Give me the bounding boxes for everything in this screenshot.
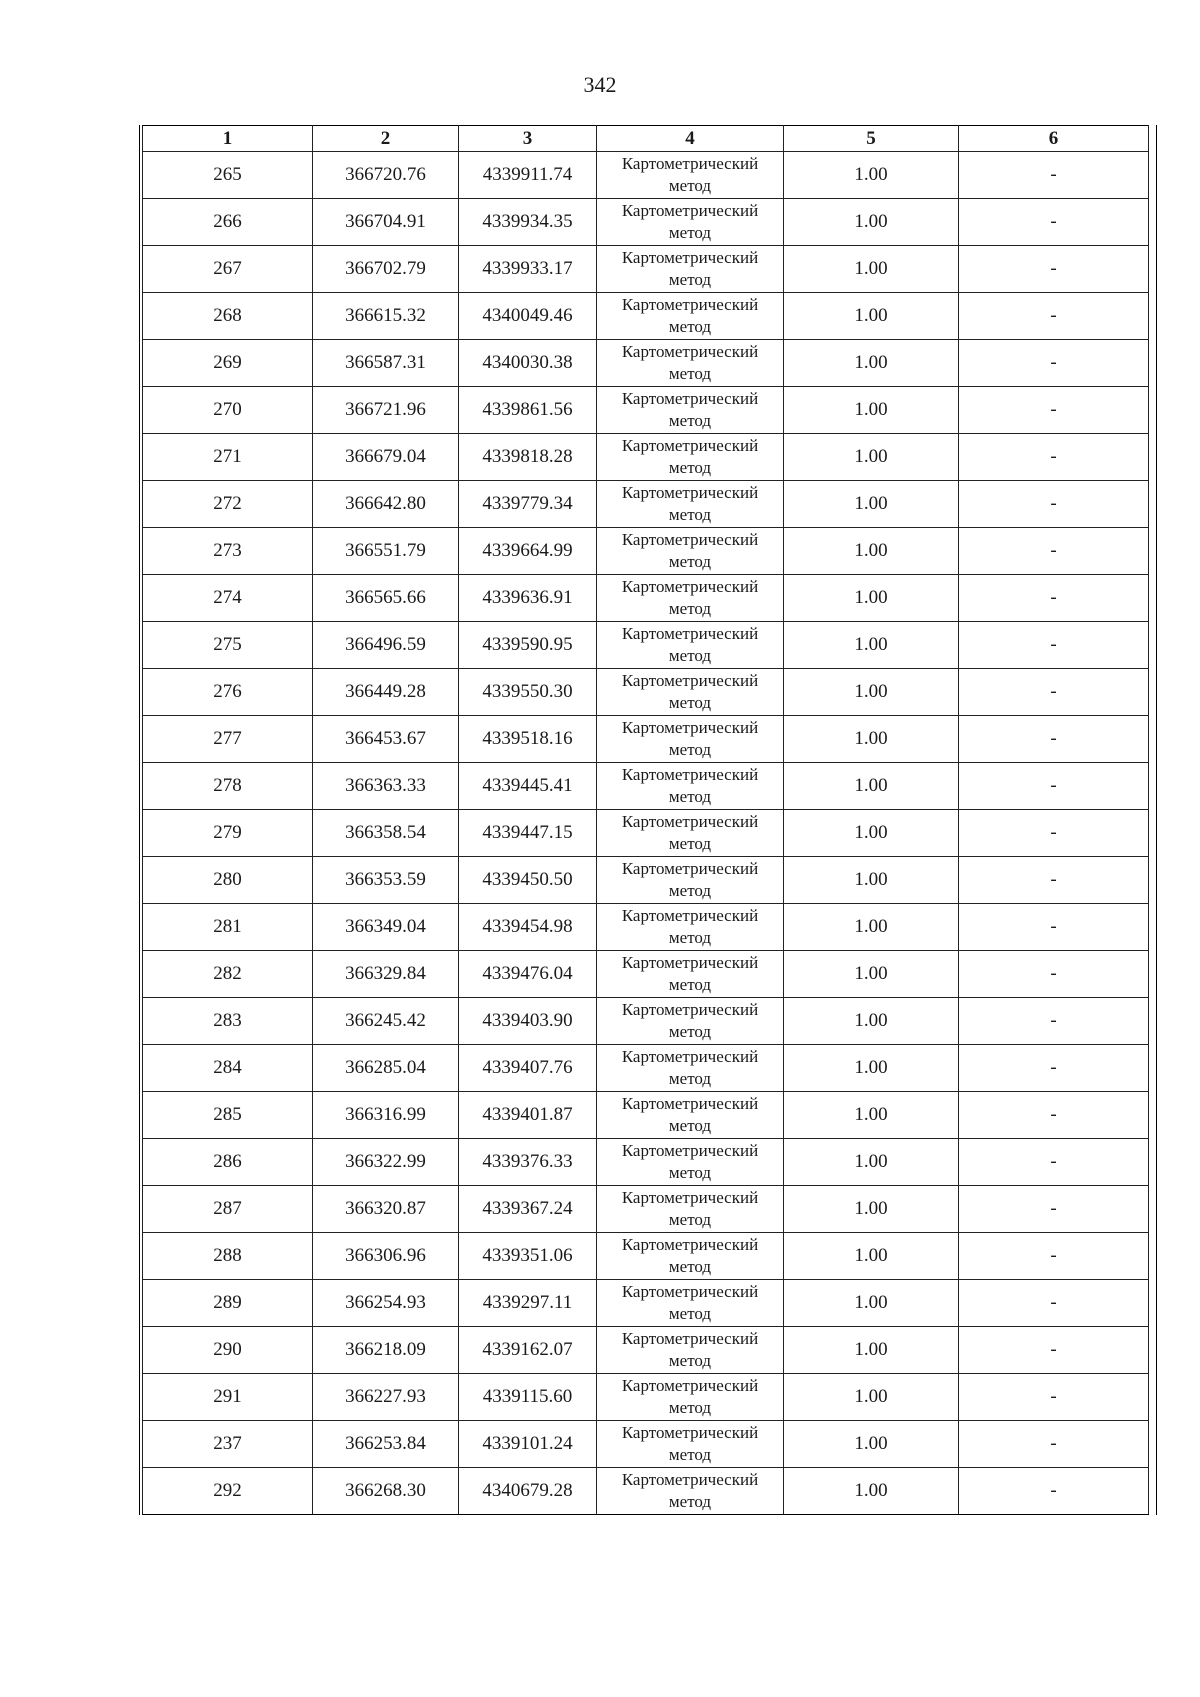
note-cell: - [959,622,1149,669]
method-line-2: метод [668,505,712,524]
point-number-cell: 277 [143,716,313,763]
y-coordinate-cell: 4339101.24 [459,1421,597,1468]
method-line-2: метод [668,1398,712,1417]
table-row [143,575,1149,622]
x-coordinate-cell: 366358.54 [313,810,459,857]
y-coordinate-cell: 4339450.50 [459,857,597,904]
method-cell [597,528,784,575]
point-number-cell: 285 [143,1092,313,1139]
accuracy-cell: 1.00 [784,199,959,246]
note-cell: - [959,293,1149,340]
point-number-cell: 273 [143,528,313,575]
table-row [143,1139,1149,1186]
point-number-cell: 266 [143,199,313,246]
y-coordinate-cell: 4339911.74 [459,152,597,199]
method-cell [597,340,784,387]
method-line-2: метод [668,599,712,618]
method-line-1: Картометрический [621,295,759,314]
method-cell [597,1233,784,1280]
method-line-1: Картометрический [621,201,759,220]
method-line-2: метод [668,1445,712,1464]
column-header-3: 3 [459,126,597,152]
accuracy-cell: 1.00 [784,1374,959,1421]
accuracy-cell: 1.00 [784,763,959,810]
table-row [143,857,1149,904]
y-coordinate-cell: 4339403.90 [459,998,597,1045]
note-cell: - [959,340,1149,387]
method-cell [597,1186,784,1233]
method-line-2: метод [668,693,712,712]
x-coordinate-cell: 366565.66 [313,575,459,622]
table-row [143,1327,1149,1374]
table-row [143,1045,1149,1092]
table-row [143,669,1149,716]
y-coordinate-cell: 4339779.34 [459,481,597,528]
x-coordinate-cell: 366285.04 [313,1045,459,1092]
accuracy-cell: 1.00 [784,810,959,857]
point-number-cell: 288 [143,1233,313,1280]
point-number-cell: 267 [143,246,313,293]
table-row [143,716,1149,763]
y-coordinate-cell: 4339401.87 [459,1092,597,1139]
table-header-row [143,126,1149,152]
point-number-cell: 272 [143,481,313,528]
method-cell [597,387,784,434]
coordinates-table [142,125,1149,1515]
accuracy-cell: 1.00 [784,1045,959,1092]
table-row [143,340,1149,387]
method-cell [597,1468,784,1515]
table-row [143,1233,1149,1280]
y-coordinate-cell: 4339636.91 [459,575,597,622]
method-line-2: метод [668,270,712,289]
point-number-cell: 274 [143,575,313,622]
method-line-1: Картометрический [621,1376,759,1395]
point-number-cell: 276 [143,669,313,716]
method-line-2: метод [668,787,712,806]
method-line-2: метод [668,458,712,477]
method-line-1: Картометрический [621,248,759,267]
method-line-1: Картометрический [621,1329,759,1348]
x-coordinate-cell: 366363.33 [313,763,459,810]
table-row [143,622,1149,669]
method-cell [597,857,784,904]
point-number-cell: 287 [143,1186,313,1233]
method-line-2: метод [668,1492,712,1511]
note-cell: - [959,810,1149,857]
note-cell: - [959,575,1149,622]
x-coordinate-cell: 366721.96 [313,387,459,434]
method-line-2: метод [668,975,712,994]
method-line-2: метод [668,1116,712,1135]
note-cell: - [959,1280,1149,1327]
accuracy-cell: 1.00 [784,1327,959,1374]
note-cell: - [959,1421,1149,1468]
method-cell [597,622,784,669]
accuracy-cell: 1.00 [784,1233,959,1280]
column-header-1: 1 [143,126,313,152]
x-coordinate-cell: 366615.32 [313,293,459,340]
method-cell [597,575,784,622]
x-coordinate-cell: 366320.87 [313,1186,459,1233]
method-cell [597,1092,784,1139]
y-coordinate-cell: 4339445.41 [459,763,597,810]
note-cell: - [959,998,1149,1045]
accuracy-cell: 1.00 [784,1186,959,1233]
point-number-cell: 275 [143,622,313,669]
method-line-1: Картометрический [621,530,759,549]
note-cell: - [959,528,1149,575]
table-row [143,1280,1149,1327]
x-coordinate-cell: 366720.76 [313,152,459,199]
x-coordinate-cell: 366349.04 [313,904,459,951]
note-cell: - [959,1468,1149,1515]
point-number-cell: 283 [143,998,313,1045]
method-line-1: Картометрический [621,859,759,878]
accuracy-cell: 1.00 [784,904,959,951]
x-coordinate-cell: 366496.59 [313,622,459,669]
method-line-1: Картометрический [621,953,759,972]
note-cell: - [959,387,1149,434]
accuracy-cell: 1.00 [784,528,959,575]
method-cell [597,434,784,481]
coordinates-table-frame [139,125,1157,1515]
x-coordinate-cell: 366316.99 [313,1092,459,1139]
accuracy-cell: 1.00 [784,340,959,387]
method-cell [597,293,784,340]
x-coordinate-cell: 366449.28 [313,669,459,716]
y-coordinate-cell: 4339447.15 [459,810,597,857]
method-line-1: Картометрический [621,1094,759,1113]
note-cell: - [959,857,1149,904]
method-line-1: Картометрический [621,1047,759,1066]
table-row [143,810,1149,857]
method-line-2: метод [668,1304,712,1323]
method-line-2: метод [668,928,712,947]
note-cell: - [959,716,1149,763]
x-coordinate-cell: 366353.59 [313,857,459,904]
accuracy-cell: 1.00 [784,716,959,763]
point-number-cell: 237 [143,1421,313,1468]
y-coordinate-cell: 4339297.11 [459,1280,597,1327]
method-cell [597,669,784,716]
method-line-1: Картометрический [621,1141,759,1160]
note-cell: - [959,1233,1149,1280]
point-number-cell: 265 [143,152,313,199]
x-coordinate-cell: 366679.04 [313,434,459,481]
table-row [143,763,1149,810]
column-header-2: 2 [313,126,459,152]
point-number-cell: 279 [143,810,313,857]
point-number-cell: 281 [143,904,313,951]
method-line-1: Картометрический [621,1188,759,1207]
point-number-cell: 280 [143,857,313,904]
point-number-cell: 269 [143,340,313,387]
method-cell [597,481,784,528]
accuracy-cell: 1.00 [784,246,959,293]
x-coordinate-cell: 366306.96 [313,1233,459,1280]
method-line-1: Картометрический [621,154,759,173]
y-coordinate-cell: 4340049.46 [459,293,597,340]
method-line-2: метод [668,411,712,430]
method-line-1: Картометрический [621,1470,759,1489]
accuracy-cell: 1.00 [784,1421,959,1468]
table-row [143,152,1149,199]
table-row [143,528,1149,575]
y-coordinate-cell: 4339476.04 [459,951,597,998]
table-row [143,1468,1149,1515]
method-line-2: метод [668,1351,712,1370]
note-cell: - [959,951,1149,998]
method-cell [597,1280,784,1327]
accuracy-cell: 1.00 [784,1092,959,1139]
x-coordinate-cell: 366704.91 [313,199,459,246]
note-cell: - [959,1092,1149,1139]
note-cell: - [959,246,1149,293]
method-line-2: метод [668,1069,712,1088]
note-cell: - [959,1139,1149,1186]
x-coordinate-cell: 366218.09 [313,1327,459,1374]
table-row [143,951,1149,998]
accuracy-cell: 1.00 [784,575,959,622]
point-number-cell: 282 [143,951,313,998]
table-body [143,152,1149,1515]
x-coordinate-cell: 366322.99 [313,1139,459,1186]
table-row [143,904,1149,951]
accuracy-cell: 1.00 [784,434,959,481]
y-coordinate-cell: 4339518.16 [459,716,597,763]
method-cell [597,998,784,1045]
x-coordinate-cell: 366253.84 [313,1421,459,1468]
accuracy-cell: 1.00 [784,481,959,528]
method-cell [597,1327,784,1374]
y-coordinate-cell: 4339407.76 [459,1045,597,1092]
note-cell: - [959,669,1149,716]
note-cell: - [959,1045,1149,1092]
y-coordinate-cell: 4339351.06 [459,1233,597,1280]
x-coordinate-cell: 366453.67 [313,716,459,763]
accuracy-cell: 1.00 [784,998,959,1045]
method-line-1: Картометрический [621,671,759,690]
accuracy-cell: 1.00 [784,293,959,340]
method-cell [597,246,784,293]
method-line-2: метод [668,223,712,242]
point-number-cell: 290 [143,1327,313,1374]
method-line-1: Картометрический [621,483,759,502]
y-coordinate-cell: 4339454.98 [459,904,597,951]
method-cell [597,904,784,951]
accuracy-cell: 1.00 [784,857,959,904]
method-line-2: метод [668,364,712,383]
method-line-1: Картометрический [621,1000,759,1019]
method-line-1: Картометрический [621,577,759,596]
method-line-2: метод [668,317,712,336]
point-number-cell: 284 [143,1045,313,1092]
point-number-cell: 278 [143,763,313,810]
note-cell: - [959,1327,1149,1374]
table-row [143,1421,1149,1468]
x-coordinate-cell: 366642.80 [313,481,459,528]
table-row [143,246,1149,293]
accuracy-cell: 1.00 [784,387,959,434]
column-header-6: 6 [959,126,1149,152]
accuracy-cell: 1.00 [784,622,959,669]
x-coordinate-cell: 366245.42 [313,998,459,1045]
table-row [143,199,1149,246]
method-cell [597,1374,784,1421]
method-cell [597,152,784,199]
method-line-2: метод [668,176,712,195]
y-coordinate-cell: 4339162.07 [459,1327,597,1374]
note-cell: - [959,481,1149,528]
point-number-cell: 270 [143,387,313,434]
point-number-cell: 271 [143,434,313,481]
x-coordinate-cell: 366551.79 [313,528,459,575]
method-cell [597,763,784,810]
method-line-1: Картометрический [621,436,759,455]
note-cell: - [959,904,1149,951]
table-row [143,481,1149,528]
method-line-2: метод [668,1257,712,1276]
x-coordinate-cell: 366587.31 [313,340,459,387]
method-line-1: Картометрический [621,389,759,408]
table-row [143,293,1149,340]
note-cell: - [959,434,1149,481]
y-coordinate-cell: 4339861.56 [459,387,597,434]
y-coordinate-cell: 4339376.33 [459,1139,597,1186]
y-coordinate-cell: 4340679.28 [459,1468,597,1515]
method-line-2: метод [668,552,712,571]
method-line-1: Картометрический [621,1235,759,1254]
note-cell: - [959,763,1149,810]
accuracy-cell: 1.00 [784,1468,959,1515]
table-row [143,1374,1149,1421]
table-row [143,998,1149,1045]
method-line-1: Картометрический [621,342,759,361]
accuracy-cell: 1.00 [784,1139,959,1186]
method-line-1: Картометрический [621,718,759,737]
method-line-1: Картометрический [621,765,759,784]
column-header-5: 5 [784,126,959,152]
page-number: 342 [583,72,617,97]
method-cell [597,716,784,763]
y-coordinate-cell: 4339590.95 [459,622,597,669]
x-coordinate-cell: 366702.79 [313,246,459,293]
y-coordinate-cell: 4339367.24 [459,1186,597,1233]
note-cell: - [959,1374,1149,1421]
x-coordinate-cell: 366268.30 [313,1468,459,1515]
method-cell [597,1139,784,1186]
method-line-2: метод [668,1163,712,1182]
method-line-2: метод [668,834,712,853]
method-cell [597,951,784,998]
method-line-1: Картометрический [621,906,759,925]
method-line-2: метод [668,1210,712,1229]
y-coordinate-cell: 4340030.38 [459,340,597,387]
method-line-1: Картометрический [621,1282,759,1301]
accuracy-cell: 1.00 [784,669,959,716]
method-cell [597,1045,784,1092]
table-row [143,1186,1149,1233]
point-number-cell: 268 [143,293,313,340]
column-header-4: 4 [597,126,784,152]
point-number-cell: 291 [143,1374,313,1421]
x-coordinate-cell: 366227.93 [313,1374,459,1421]
point-number-cell: 286 [143,1139,313,1186]
note-cell: - [959,199,1149,246]
point-number-cell: 289 [143,1280,313,1327]
method-line-1: Картометрический [621,1423,759,1442]
accuracy-cell: 1.00 [784,1280,959,1327]
accuracy-cell: 1.00 [784,951,959,998]
table-row [143,1092,1149,1139]
table-row [143,387,1149,434]
method-cell [597,810,784,857]
y-coordinate-cell: 4339115.60 [459,1374,597,1421]
y-coordinate-cell: 4339933.17 [459,246,597,293]
method-line-2: метод [668,881,712,900]
method-line-2: метод [668,740,712,759]
accuracy-cell: 1.00 [784,152,959,199]
y-coordinate-cell: 4339664.99 [459,528,597,575]
method-line-1: Картометрический [621,624,759,643]
method-line-2: метод [668,1022,712,1041]
method-line-2: метод [668,646,712,665]
y-coordinate-cell: 4339934.35 [459,199,597,246]
method-line-1: Картометрический [621,812,759,831]
note-cell: - [959,152,1149,199]
table-row [143,434,1149,481]
method-cell [597,199,784,246]
method-cell [597,1421,784,1468]
point-number-cell: 292 [143,1468,313,1515]
x-coordinate-cell: 366329.84 [313,951,459,998]
note-cell: - [959,1186,1149,1233]
y-coordinate-cell: 4339550.30 [459,669,597,716]
y-coordinate-cell: 4339818.28 [459,434,597,481]
x-coordinate-cell: 366254.93 [313,1280,459,1327]
